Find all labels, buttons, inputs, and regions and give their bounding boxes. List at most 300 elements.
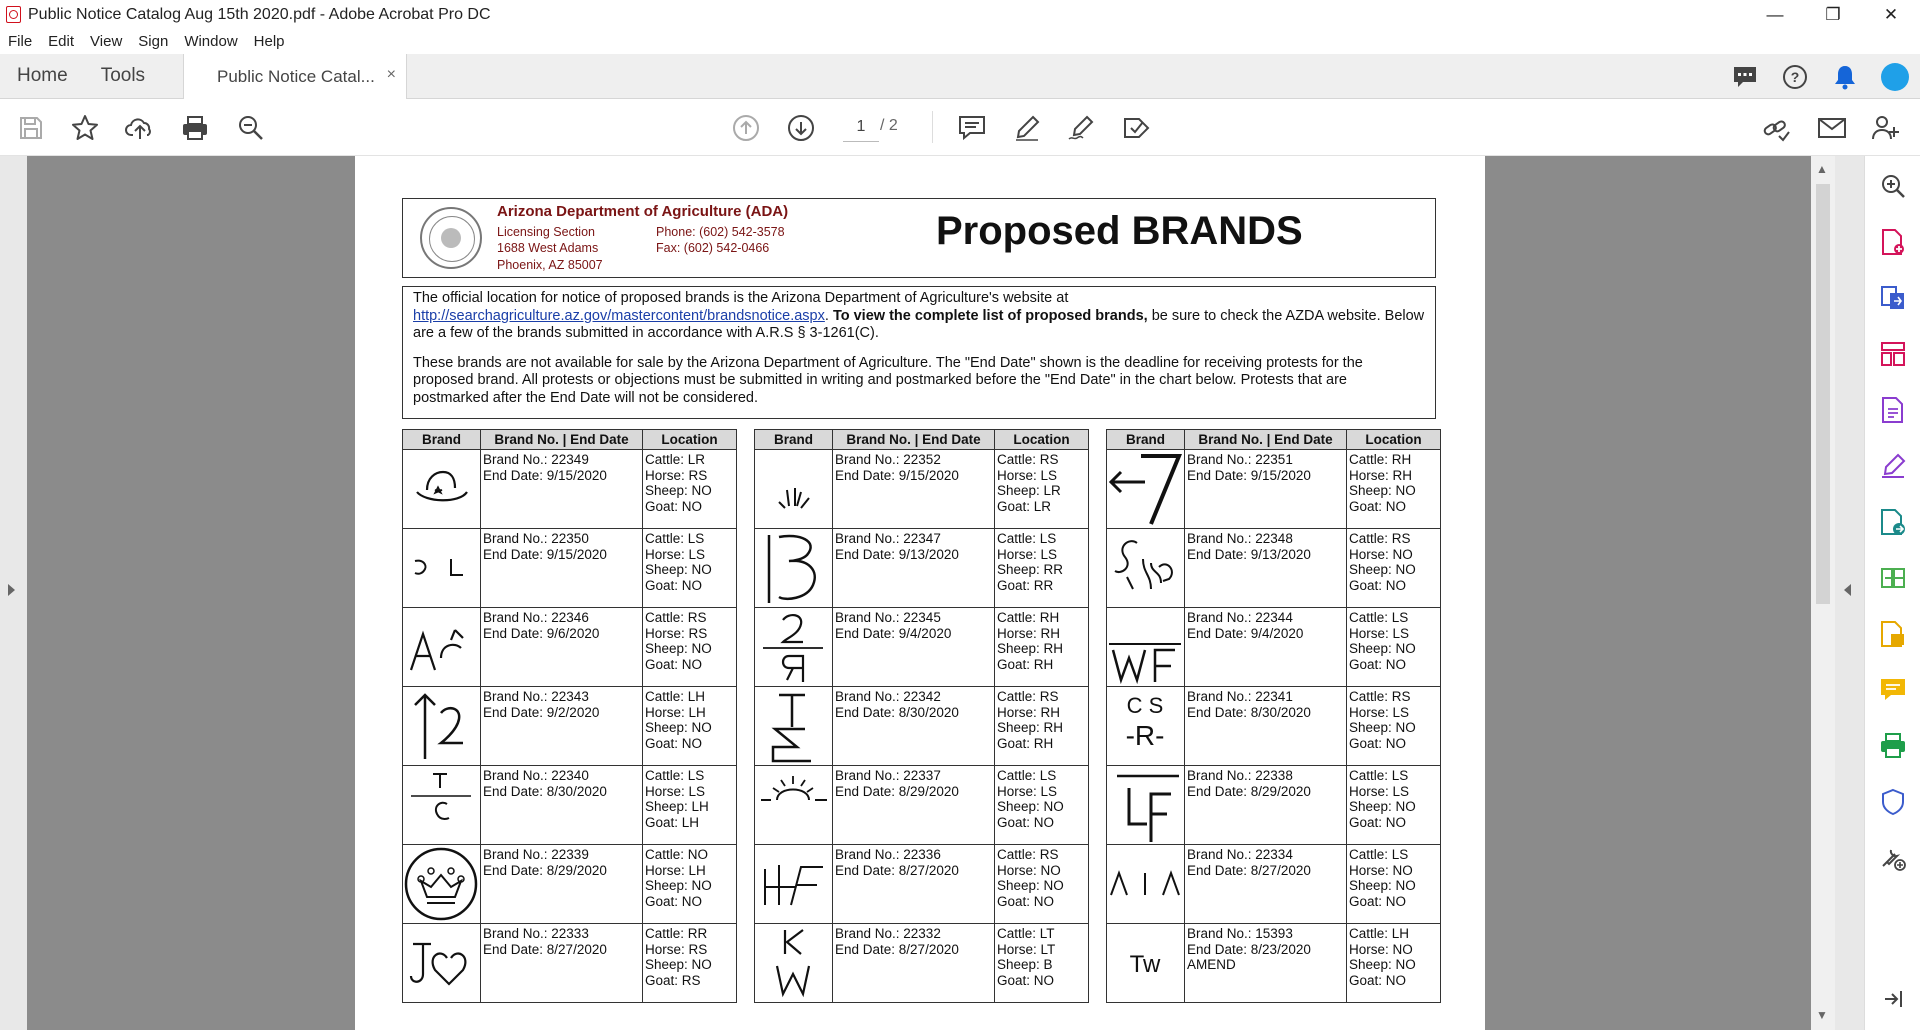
- location-cattle: Cattle: RS: [645, 610, 707, 625]
- location-cattle: Cattle: LH: [645, 689, 706, 704]
- location-sheep: Sheep: NO: [1349, 957, 1416, 972]
- location-horse: Horse: LS: [645, 783, 706, 799]
- add-user-icon[interactable]: [1867, 109, 1905, 147]
- brand-mark-top: C S: [1126, 693, 1164, 718]
- brand-location: [1347, 529, 1441, 608]
- location-horse: Horse: RH: [1349, 467, 1413, 483]
- brand-image: [755, 845, 833, 924]
- menu-help[interactable]: Help: [253, 33, 285, 50]
- table-row: [403, 529, 737, 608]
- location-sheep: Sheep: NO: [645, 957, 712, 972]
- location-sheep: Sheep: NO: [997, 878, 1064, 893]
- collapse-panel-icon[interactable]: [1877, 983, 1909, 1015]
- search-zoom-icon[interactable]: [232, 109, 270, 147]
- end-date: End Date: 8/30/2020: [483, 783, 607, 799]
- brand-location: [643, 687, 737, 766]
- table-row: [755, 529, 1089, 608]
- brand-image: [403, 845, 481, 924]
- close-tab-button[interactable]: ×: [386, 66, 396, 83]
- comment-icon[interactable]: [953, 109, 991, 147]
- tools-panel: [1864, 156, 1920, 1030]
- brand-info: [481, 687, 643, 766]
- table-header-row: [1107, 430, 1441, 450]
- location-horse: Horse: LS: [1349, 625, 1410, 641]
- brand-info: [833, 687, 995, 766]
- expand-left-arrow-icon: [8, 584, 15, 596]
- brand-info: [481, 529, 643, 608]
- brand-location: [995, 529, 1089, 608]
- end-date: End Date: 8/30/2020: [835, 704, 959, 720]
- minimize-button[interactable]: —: [1766, 4, 1784, 24]
- brand-location: [643, 845, 737, 924]
- end-date: End Date: 9/15/2020: [483, 467, 607, 483]
- help-icon[interactable]: [1770, 54, 1820, 99]
- brand-location: [995, 845, 1089, 924]
- location-sheep: Sheep: NO: [645, 878, 712, 893]
- brand-number: Brand No.: 15393: [1187, 926, 1293, 941]
- brand-location: [1347, 766, 1441, 845]
- restore-button[interactable]: ❐: [1825, 4, 1841, 24]
- table-row: [1107, 766, 1441, 845]
- location-cattle: Cattle: RS: [997, 689, 1059, 704]
- brand-location: [643, 766, 737, 845]
- table-row: [403, 924, 737, 1003]
- location-horse: Horse: RS: [645, 625, 708, 641]
- location-horse: Horse: LS: [1349, 704, 1410, 720]
- pdf-page: [355, 156, 1485, 1030]
- vertical-scrollbar[interactable]: [1811, 156, 1835, 1030]
- location-goat: Goat: NO: [645, 498, 703, 514]
- brand-info: [481, 845, 643, 924]
- brand-number: Brand No.: 22346: [483, 610, 589, 625]
- address-line-2: 1688 West Adams: [497, 241, 599, 255]
- location-sheep: Sheep: NO: [1349, 641, 1416, 656]
- protect-shield-icon[interactable]: [1877, 786, 1909, 818]
- table-row: [755, 450, 1089, 529]
- table-header-row: [403, 430, 737, 450]
- brand-number: Brand No.: 22336: [835, 847, 941, 862]
- brand-number: Brand No.: 22337: [835, 768, 941, 783]
- bookmark-star-icon[interactable]: [66, 109, 104, 147]
- notice-paragraph-2: These brands are not available for sale by the Arizona Department of Agriculture. The "End Date" shown is the deadline for receiving protests for the proposed brand. All protests or objections must be submitted in writing and postmarked before the "End Date" in the chart below. Protests that are postmarked after the End Date will not be considered.: [413, 354, 1363, 406]
- location-horse: Horse: LT: [997, 941, 1056, 957]
- table-row: [1107, 845, 1441, 924]
- menu-sign[interactable]: Sign: [138, 33, 169, 50]
- brand-info: [481, 924, 643, 1003]
- brand-image: [403, 766, 481, 845]
- upload-cloud-icon[interactable]: [121, 109, 159, 147]
- next-page-icon[interactable]: [782, 109, 820, 147]
- brand-location: [1347, 845, 1441, 924]
- menu-window[interactable]: Window: [184, 33, 238, 50]
- col-location: Location: [1347, 430, 1441, 450]
- location-goat: Goat: NO: [1349, 577, 1407, 593]
- user-avatar[interactable]: [1870, 54, 1920, 99]
- location-cattle: Cattle: LS: [645, 768, 705, 783]
- location-sheep: Sheep: NO: [997, 799, 1064, 814]
- brand-number: Brand No.: 22344: [1187, 610, 1293, 625]
- left-panel-toggle[interactable]: [0, 156, 27, 1030]
- location-horse: Horse: LS: [997, 546, 1058, 562]
- brand-location: [995, 608, 1089, 687]
- end-date: End Date: 8/29/2020: [1187, 783, 1311, 799]
- menu-bar: [0, 29, 1920, 54]
- print-icon[interactable]: [176, 109, 214, 147]
- location-horse: Horse: RS: [645, 467, 708, 483]
- brand-location: [643, 924, 737, 1003]
- notice-paragraph-1: [413, 290, 1425, 343]
- location-sheep: Sheep: RR: [997, 562, 1064, 577]
- col-brand-no: Brand No. | End Date: [1185, 430, 1347, 450]
- brand-image: [755, 687, 833, 766]
- address-line-3: Phoenix, AZ 85007: [497, 258, 603, 272]
- location-cattle: Cattle: LS: [1349, 768, 1409, 783]
- fax-number: Fax: (602) 542-0466: [656, 241, 770, 255]
- share-link-icon[interactable]: [1757, 109, 1795, 147]
- tab-bar: [0, 54, 1920, 99]
- save-icon[interactable]: [12, 109, 50, 147]
- end-date: End Date: 8/23/2020: [1187, 941, 1311, 957]
- window-title: Public Notice Catalog Aug 15th 2020.pdf - Adobe Acrobat Pro DC: [28, 5, 491, 23]
- col-location: Location: [995, 430, 1089, 450]
- end-date: End Date: 9/15/2020: [483, 546, 607, 562]
- notice-text-a: The official location for notice of proposed brands is the Arizona Department of Agriculture's website at: [413, 290, 1069, 306]
- fill-sign-icon[interactable]: [1877, 450, 1909, 482]
- table-row: [1107, 529, 1441, 608]
- svg-text:?: ?: [1790, 68, 1800, 85]
- location-cattle: Cattle: RS: [997, 452, 1059, 467]
- end-date: End Date: 8/29/2020: [483, 862, 607, 878]
- location-goat: Goat: NO: [645, 656, 703, 672]
- location-sheep: Sheep: NO: [645, 483, 712, 498]
- table-header-row: [755, 430, 1089, 450]
- brand-number: Brand No.: 22345: [835, 610, 941, 625]
- brand-info: [1185, 845, 1347, 924]
- brand-number: Brand No.: 22348: [1187, 531, 1293, 546]
- tab-tools[interactable]: Tools: [100, 65, 146, 86]
- brand-number: Brand No.: 22351: [1187, 452, 1293, 467]
- location-goat: Goat: RH: [997, 656, 1054, 672]
- brand-info: [833, 766, 995, 845]
- highlight-pen-icon[interactable]: [1008, 109, 1046, 147]
- window-controls: [1746, 0, 1920, 29]
- location-sheep: Sheep: NO: [1349, 720, 1416, 735]
- edit-pdf-icon[interactable]: [1877, 394, 1909, 426]
- location-sheep: Sheep: NO: [645, 562, 712, 577]
- brand-info: [833, 608, 995, 687]
- location-cattle: Cattle: LS: [997, 768, 1057, 783]
- location-goat: Goat: NO: [1349, 893, 1407, 909]
- end-date: End Date: 9/2/2020: [483, 704, 600, 720]
- table-row: [1107, 608, 1441, 687]
- brand-number: Brand No.: 22333: [483, 926, 589, 941]
- location-horse: Horse: NO: [1349, 862, 1413, 878]
- location-goat: Goat: NO: [1349, 814, 1407, 830]
- comment-bubble-icon[interactable]: [1877, 674, 1909, 706]
- brand-image: [1107, 924, 1185, 1003]
- brand-location: [995, 450, 1089, 529]
- table-row: [403, 845, 737, 924]
- location-sheep: Sheep: NO: [1349, 878, 1416, 893]
- page-total-label: / 2: [880, 117, 898, 134]
- brand-location: [643, 608, 737, 687]
- col-brand-no: Brand No. | End Date: [481, 430, 643, 450]
- brand-location: [995, 687, 1089, 766]
- location-goat: Goat: NO: [1349, 735, 1407, 751]
- brand-number: Brand No.: 22350: [483, 531, 589, 546]
- notice-text-c: be sure to check the AZDA website. Below are a few of the brands submitted in accordance with A.R.S § 3-1261(C).: [413, 307, 1425, 341]
- brand-image: [403, 450, 481, 529]
- previous-page-icon[interactable]: [727, 109, 765, 147]
- brand-location: [643, 529, 737, 608]
- location-horse: Horse: NO: [1349, 941, 1413, 957]
- notice-text-b: .: [824, 307, 833, 324]
- col-location: Location: [643, 430, 737, 450]
- location-horse: Horse: LS: [645, 546, 706, 562]
- title-bar: [0, 0, 1920, 29]
- col-brand-no: Brand No. | End Date: [833, 430, 995, 450]
- brand-info: [1185, 608, 1347, 687]
- amend-note: AMEND: [1187, 957, 1236, 972]
- end-date: End Date: 9/4/2020: [835, 625, 952, 641]
- location-cattle: Cattle: LS: [1349, 610, 1409, 625]
- location-sheep: Sheep: LH: [645, 799, 709, 814]
- brands-table-1: [402, 429, 737, 1003]
- brand-image: [1107, 766, 1185, 845]
- end-date: End Date: 8/30/2020: [1187, 704, 1311, 720]
- brand-mark-bottom: -R-: [1125, 720, 1165, 751]
- location-goat: Goat: LR: [997, 498, 1052, 514]
- location-goat: Goat: NO: [645, 893, 703, 909]
- brand-info: [833, 845, 995, 924]
- location-goat: Goat: NO: [645, 735, 703, 751]
- department-name: Arizona Department of Agriculture (ADA): [497, 203, 789, 220]
- location-horse: Horse: LS: [1349, 783, 1410, 799]
- location-goat: Goat: NO: [645, 577, 703, 593]
- fill-sign-tag-icon[interactable]: [1118, 109, 1156, 147]
- table-row: [755, 924, 1089, 1003]
- location-horse: Horse: NO: [997, 862, 1061, 878]
- table-row: [403, 766, 737, 845]
- location-sheep: Sheep: NO: [645, 641, 712, 656]
- end-date: End Date: 9/15/2020: [835, 467, 959, 483]
- ada-seal-logo: [420, 207, 482, 269]
- brand-location: [1347, 687, 1441, 766]
- col-brand: Brand: [403, 430, 481, 450]
- brand-number: Brand No.: 22352: [835, 452, 941, 467]
- tab-home[interactable]: Home: [17, 65, 68, 86]
- create-pdf-icon[interactable]: [1877, 226, 1909, 258]
- location-cattle: Cattle: RR: [645, 926, 708, 941]
- location-goat: Goat: RH: [997, 735, 1054, 751]
- right-panel-toggle[interactable]: [1835, 156, 1864, 1030]
- brand-location: [1347, 608, 1441, 687]
- brand-number: Brand No.: 22340: [483, 768, 589, 783]
- location-goat: Goat: NO: [997, 814, 1055, 830]
- location-sheep: Sheep: RH: [997, 720, 1064, 735]
- comment-tool-icon[interactable]: [1877, 618, 1909, 650]
- brand-image: [403, 924, 481, 1003]
- location-sheep: Sheep: NO: [1349, 799, 1416, 814]
- tabbar-right-icons: [1720, 54, 1920, 99]
- location-cattle: Cattle: RH: [1349, 452, 1412, 467]
- toolbar: [0, 99, 1920, 156]
- location-cattle: Cattle: LT: [997, 926, 1055, 941]
- location-cattle: Cattle: LH: [1349, 926, 1410, 941]
- collapse-right-arrow-icon: [1844, 584, 1851, 596]
- sign-icon[interactable]: [1063, 109, 1101, 147]
- end-date: End Date: 8/27/2020: [835, 862, 959, 878]
- brand-image: [755, 924, 833, 1003]
- location-horse: Horse: LS: [997, 467, 1058, 483]
- end-date: End Date: 9/13/2020: [1187, 546, 1311, 562]
- brand-image: [1107, 608, 1185, 687]
- brand-image: [403, 608, 481, 687]
- location-horse: Horse: LH: [645, 704, 706, 720]
- comments-icon[interactable]: [1720, 54, 1770, 99]
- scrollbar-thumb[interactable]: [1816, 184, 1830, 604]
- brand-image: [1107, 450, 1185, 529]
- brand-image: [755, 608, 833, 687]
- menu-edit[interactable]: Edit: [48, 33, 75, 50]
- location-horse: Horse: NO: [1349, 546, 1413, 562]
- table-row: [403, 608, 737, 687]
- table-row: [755, 766, 1089, 845]
- location-cattle: Cattle: RS: [997, 847, 1059, 862]
- location-goat: Goat: NO: [1349, 972, 1407, 988]
- end-date: End Date: 9/4/2020: [1187, 625, 1304, 641]
- brand-info: [1185, 687, 1347, 766]
- location-cattle: Cattle: LS: [997, 531, 1057, 546]
- location-horse: Horse: RH: [997, 704, 1061, 720]
- brand-image: [1107, 687, 1185, 766]
- location-cattle: Cattle: RH: [997, 610, 1060, 625]
- table-row: [1107, 687, 1441, 766]
- brand-number: Brand No.: 22343: [483, 689, 589, 704]
- location-sheep: Sheep: RH: [997, 641, 1064, 656]
- brand-number: Brand No.: 22349: [483, 452, 589, 467]
- location-cattle: Cattle: RS: [1349, 689, 1411, 704]
- brand-image: [755, 450, 833, 529]
- location-cattle: Cattle: RS: [1349, 531, 1411, 546]
- brand-image: [403, 529, 481, 608]
- table-row: [403, 687, 737, 766]
- brand-image: [1107, 845, 1185, 924]
- location-cattle: Cattle: LS: [645, 531, 705, 546]
- location-cattle: Cattle: LS: [1349, 847, 1409, 862]
- brand-info: [833, 529, 995, 608]
- table-row: [755, 845, 1089, 924]
- menu-view[interactable]: View: [90, 33, 123, 50]
- brands-table-3: [1106, 429, 1441, 1003]
- brand-image: [1107, 529, 1185, 608]
- zoom-in-icon[interactable]: [1877, 170, 1909, 202]
- print-production-icon[interactable]: [1877, 730, 1909, 762]
- brand-number: Brand No.: 22347: [835, 531, 941, 546]
- location-sheep: Sheep: NO: [1349, 562, 1416, 577]
- brand-location: [995, 766, 1089, 845]
- table-row: [1107, 450, 1441, 529]
- brand-location: [1347, 450, 1441, 529]
- end-date: End Date: 9/13/2020: [835, 546, 959, 562]
- toolbar-divider: [932, 111, 933, 143]
- tab-document-label: Public Notice Catal...: [217, 66, 375, 86]
- notice-box: [402, 286, 1436, 419]
- compare-files-icon[interactable]: [1877, 562, 1909, 594]
- brand-image: [755, 766, 833, 845]
- header-box: [402, 198, 1436, 278]
- brands-table-2: [754, 429, 1089, 1003]
- send-for-signature-icon[interactable]: [1877, 506, 1909, 538]
- location-goat: Goat: RS: [645, 972, 701, 988]
- email-icon[interactable]: [1813, 109, 1851, 147]
- address-line-1: Licensing Section: [497, 225, 595, 239]
- location-sheep: Sheep: NO: [645, 720, 712, 735]
- location-horse: Horse: LH: [645, 862, 706, 878]
- location-goat: Goat: NO: [997, 893, 1055, 909]
- location-horse: Horse: RH: [997, 625, 1061, 641]
- brand-info: [1185, 924, 1347, 1003]
- brand-info: [1185, 766, 1347, 845]
- phone-number: Phone: (602) 542-3578: [656, 225, 785, 239]
- end-date: End Date: 8/29/2020: [835, 783, 959, 799]
- location-horse: Horse: LS: [997, 783, 1058, 799]
- notice-text-bold: To view the complete list of proposed brands,: [832, 307, 1148, 324]
- brand-info: [1185, 450, 1347, 529]
- location-goat: Goat: RR: [997, 577, 1054, 593]
- location-goat: Goat: NO: [1349, 656, 1407, 672]
- end-date: End Date: 8/27/2020: [483, 941, 607, 957]
- export-pdf-icon[interactable]: [1877, 282, 1909, 314]
- table-row: [755, 608, 1089, 687]
- location-goat: Goat: NO: [1349, 498, 1407, 514]
- brands-notice-link[interactable]: http://searchagriculture.az.gov/mastercontent/brandsnotice.aspx: [413, 307, 825, 324]
- brand-location: [995, 924, 1089, 1003]
- end-date: End Date: 9/6/2020: [483, 625, 600, 641]
- location-cattle: Cattle: LR: [645, 452, 706, 467]
- brand-info: [481, 608, 643, 687]
- tab-document[interactable]: [183, 54, 407, 99]
- location-cattle: Cattle: NO: [645, 847, 709, 862]
- brand-location: [1347, 924, 1441, 1003]
- close-window-button[interactable]: ✕: [1883, 4, 1899, 24]
- end-date: End Date: 8/27/2020: [835, 941, 959, 957]
- brand-number: Brand No.: 22334: [1187, 847, 1293, 862]
- more-tools-icon[interactable]: [1877, 842, 1909, 874]
- brand-mark-tw: Tw: [1129, 951, 1161, 978]
- notifications-bell-icon[interactable]: [1820, 54, 1870, 99]
- brand-info: [1185, 529, 1347, 608]
- document-title: Proposed BRANDS: [936, 209, 1303, 253]
- brand-number: Brand No.: 22332: [835, 926, 941, 941]
- scroll-down-icon[interactable]: ▼: [1816, 1008, 1828, 1022]
- brand-image: [403, 687, 481, 766]
- brand-image: [755, 529, 833, 608]
- brand-info: [833, 924, 995, 1003]
- col-brand: Brand: [755, 430, 833, 450]
- table-row: [1107, 924, 1441, 1003]
- location-goat: Goat: LH: [645, 814, 700, 830]
- organize-pages-icon[interactable]: [1877, 338, 1909, 370]
- acrobat-pdf-icon: [6, 6, 21, 23]
- table-row: [403, 450, 737, 529]
- brand-info: [833, 450, 995, 529]
- menu-file[interactable]: File: [8, 33, 33, 50]
- brand-number: Brand No.: 22342: [835, 689, 941, 704]
- table-row: [755, 687, 1089, 766]
- scroll-up-icon[interactable]: ▲: [1816, 162, 1828, 176]
- page-number-input[interactable]: 1: [843, 112, 879, 142]
